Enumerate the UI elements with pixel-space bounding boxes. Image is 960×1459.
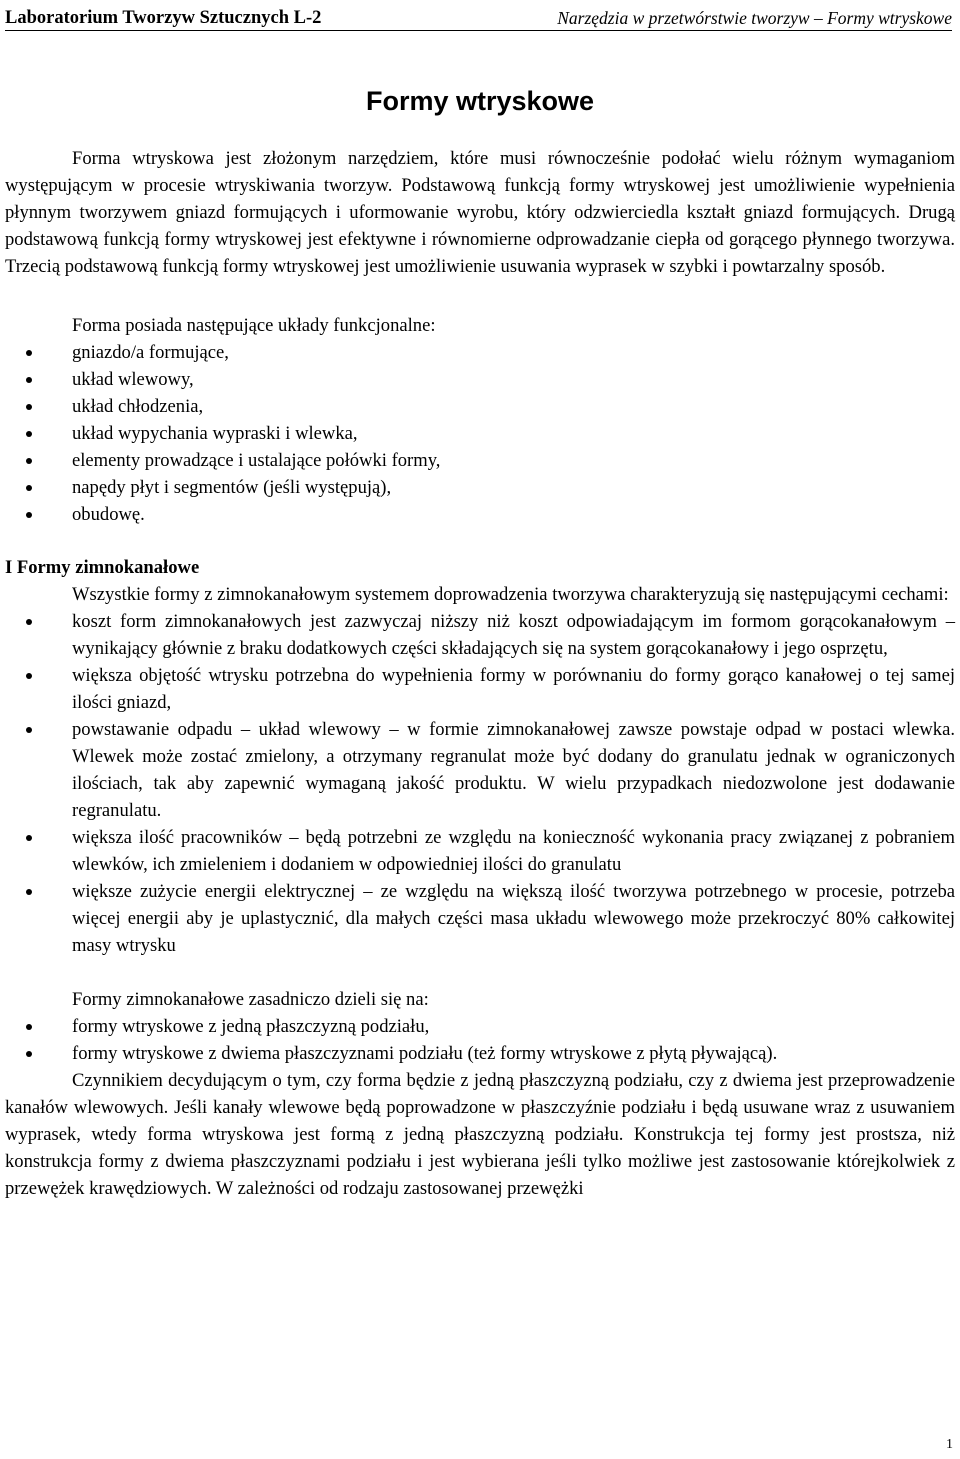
systems-list (5, 339, 955, 528)
list-item: napędy płyt i segmentów (jeśli występują), (72, 474, 955, 501)
page-number: 1 (946, 1437, 953, 1452)
division-list (5, 1013, 955, 1067)
header-course-title: Laboratorium Tworzyw Sztucznych L-2 (5, 8, 322, 28)
list-item: układ chłodzenia, (72, 393, 955, 420)
list-item: większa objętość wtrysku potrzebna do wypełnienia formy w porównaniu do formy gorąco kanałowej o tej samej ilości gniazd, (72, 662, 955, 716)
section-heading: I Formy zimnokanałowe (5, 557, 200, 578)
list-item: większe zużycie energii elektrycznej – ze względu na większą ilość tworzywa potrzebnego w procesie, potrzeba więcej energii aby je uplastycznić, dla małych części masa układu wlewowego może przekroczyć 80% całkowitej masy wtrysku (72, 878, 955, 959)
list-item: gniazdo/a formujące, (72, 339, 955, 366)
page-header (5, 4, 952, 31)
list-item: elementy prowadzące i ustalające połówki formy, (72, 447, 955, 474)
list-item: koszt form zimnokanałowych jest zazwyczaj niższy niż koszt odpowiadającym im formom gorącokanałowym – wynikający głównie z braku dodatkowych części składających się na system gorącokanałowy i jego osprzętu, (72, 608, 955, 662)
features-list (5, 608, 955, 959)
list-item: obudowę. (72, 501, 955, 528)
document-body (5, 145, 955, 1202)
list-item: układ wypychania wypraski i wlewka, (72, 420, 955, 447)
list-item: formy wtryskowe z dwiema płaszczyznami podziału (też formy wtryskowe z płytą pływającą). (72, 1040, 955, 1067)
closing-paragraph: Czynnikiem decydującym o tym, czy forma będzie z jedną płaszczyzną podziału, czy z dwiema jest przeprowadzenie kanałów wlewowych. Jeśli kanały wlewowe będą poprowadzone w płaszczyźnie podziału i będą usuwane wraz z usuwaniem wyprasek, wtedy forma wtryskowa jest formą z jedną płaszczyzną podziału. Konstrukcja tej formy jest prostsza, niż konstrukcja formy z dwiema płaszczyznami podziału i jest wybierana jeśli tylko możliwe jest zastosowanie którejkolwiek z przewężek krawędziowych. W zależności od rodzaju zastosowanej przewężki (5, 1070, 955, 1199)
list-item: układ wlewowy, (72, 366, 955, 393)
systems-lead: Forma posiada następujące układy funkcjonalne: (72, 315, 436, 336)
division-lead: Formy zimnokanałowe zasadniczo dzieli się na: (72, 989, 429, 1010)
list-item: większa ilość pracowników – będą potrzebni ze względu na konieczność wykonania pracy związanej z pobraniem wlewków, ich zmieleniem i dodaniem w odpowiedniej ilości do granulatu (72, 824, 955, 878)
intro-paragraph: Forma wtryskowa jest złożonym narzędziem, które musi równocześnie podołać wielu różnym wymaganiom występującym w procesie wtryskiwania tworzyw. Podstawową funkcją formy wtryskowej jest umożliwienie wypełnienia płynnym tworzywem gniazd formujących i uformowanie wyrobu, który odzwierciedla kształt gniazd formujących. Drugą podstawową funkcją formy wtryskowej jest efektywne i równomierne odprowadzanie ciepła od gorącego płynnego tworzywa. Trzecią podstawową funkcją formy wtryskowej jest umożliwienie usuwania wyprasek w szybki i powtarzalny sposób. (5, 148, 955, 277)
list-item: powstawanie odpadu – układ wlewowy – w formie zimnokanałowej zawsze powstaje odpad w postaci wlewka. Wlewek może zostać zmielony, a otrzymany regranulat może być dodany do granulatu jednak w ograniczonych ilościach, tak aby zapewnić wymaganą jakość produktu. W wielu przypadkach niedozwolone jest dodawanie regranulatu. (72, 716, 955, 824)
header-chapter-title: Narzędzia w przetwórstwie tworzyw – Formy wtryskowe (557, 8, 952, 28)
section-intro: Wszystkie formy z zimnokanałowym systemem doprowadzenia tworzywa charakteryzują się następującymi cechami: (72, 584, 949, 605)
document-title: Formy wtryskowe (365, 86, 595, 116)
list-item: formy wtryskowe z jedną płaszczyzną podziału, (72, 1013, 955, 1040)
